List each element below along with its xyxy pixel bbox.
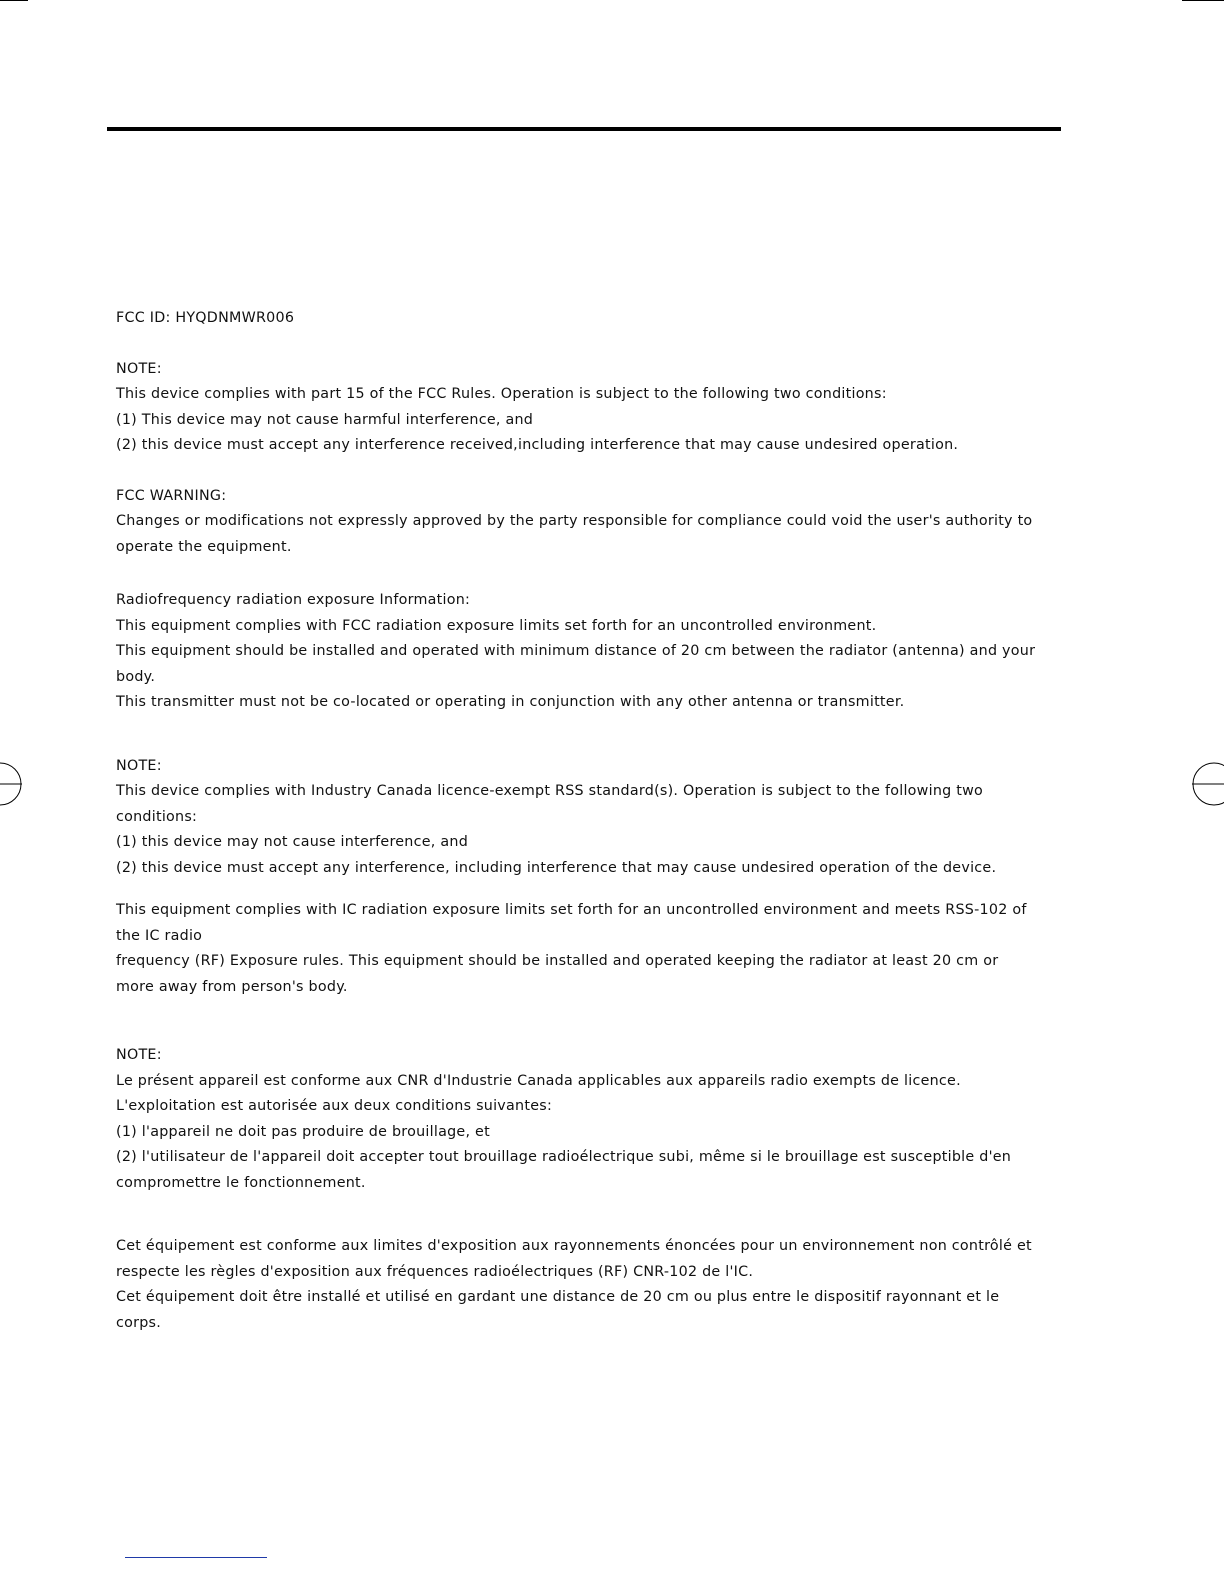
document-body [116, 306, 1056, 1336]
rf-exposure-section [116, 588, 1056, 716]
text-line: This transmitter must not be co-located or operating in conjunction with any other antenna or transmitter. [116, 694, 905, 710]
text-line: Changes or modifications not expressly approved by the party responsible for compliance could void the user's authority to [116, 513, 1033, 529]
fr-note-section [116, 1043, 1056, 1196]
text-line: This equipment complies with IC radiation exposure limits set forth for an uncontrolled environment and meets RSS-102 of [116, 902, 1027, 918]
text-line: conditions: [116, 808, 198, 825]
text-line: Le présent appareil est conforme aux CNR d'Industrie Canada applicables aux appareils radio exempts de licence. [116, 1072, 961, 1089]
ic-exposure-section [116, 898, 1056, 1000]
text-line: Cet équipement doit être installé et utilisé en gardant une distance de 20 cm ou plus entre le dispositif rayonnant et le [116, 1289, 1000, 1305]
section-heading: NOTE: [116, 757, 162, 774]
fcc-note-section [116, 357, 1056, 459]
text-line: body. [116, 668, 156, 685]
text-line: (1) this device may not cause interference, and [116, 834, 469, 850]
section-heading: Radiofrequency radiation exposure Information: [116, 592, 471, 608]
text-line: Cet équipement est conforme aux limites d'exposition aux rayonnements énoncées pour un environnement non contrôlé et [116, 1238, 1032, 1254]
text-line: (2) this device must accept any interference, including interference that may cause undesired operation of the device. [116, 859, 997, 876]
text-line: This equipment complies with FCC radiation exposure limits set forth for an uncontrolled environment. [116, 617, 877, 634]
text-line: (1) This device may not cause harmful interference, and [116, 411, 534, 428]
text-line: compromettre le fonctionnement. [116, 1174, 366, 1191]
text-line: This device complies with part 15 of the FCC Rules. Operation is subject to the following two conditions: [116, 386, 887, 402]
text-line: (2) l'utilisateur de l'appareil doit accepter tout brouillage radioélectrique subi, même si le brouillage est susceptible d'en [116, 1149, 1012, 1165]
crop-mark-top-left [0, 0, 28, 1]
fcc-warning-section [116, 484, 1056, 561]
text-line: frequency (RF) Exposure rules. This equipment should be installed and operated keeping the radiator at least 20 cm or [116, 953, 999, 969]
registration-mark-right-icon [1192, 762, 1224, 806]
text-line: respecte les règles d'exposition aux fréquences radioélectriques (RF) CNR-102 de l'IC. [116, 1263, 754, 1280]
footer-link-underline [125, 1557, 267, 1558]
text-line: more away from person's body. [116, 978, 348, 995]
section-heading: FCC WARNING: [116, 487, 227, 504]
section-heading: NOTE: [116, 360, 162, 377]
text-line: (2) this device must accept any interference received,including interference that may cause undesired operation. [116, 437, 959, 453]
registration-mark-left-icon [0, 762, 22, 806]
text-line: This device complies with Industry Canada licence-exempt RSS standard(s). Operation is subject to the following two [116, 783, 984, 799]
section-heading: NOTE: [116, 1047, 162, 1063]
top-rule [107, 127, 1061, 131]
text-line: corps. [116, 1314, 162, 1331]
text-line: L'exploitation est autorisée aux deux conditions suivantes: [116, 1098, 553, 1114]
text-line: operate the equipment. [116, 538, 292, 555]
text-line: This equipment should be installed and operated with minimum distance of 20 cm between the radiator (antenna) and your [116, 643, 1036, 659]
fcc-id: FCC ID: HYQDNMWR006 [116, 310, 295, 326]
text-line: (1) l'appareil ne doit pas produire de brouillage, et [116, 1123, 490, 1140]
crop-mark-top-right [1182, 0, 1224, 1]
ic-note-section [116, 754, 1056, 882]
text-line: the IC radio [116, 927, 203, 944]
fr-exposure-section [116, 1234, 1056, 1336]
